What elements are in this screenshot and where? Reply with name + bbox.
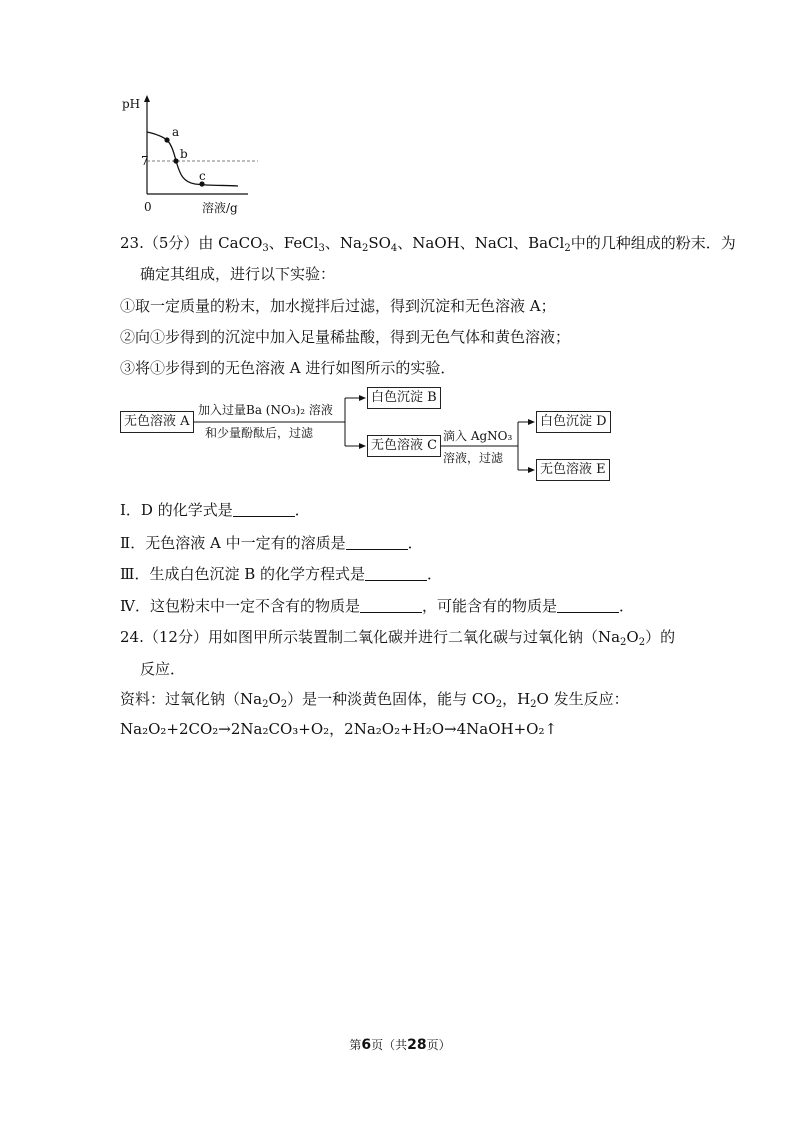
answer-blank-ii[interactable] xyxy=(346,535,408,550)
q24-line2: 反应． xyxy=(140,660,186,678)
q23-step1: ①取一定质量的粉末，加水搅拌后过滤，得到沉淀和无色溶液 A； xyxy=(120,297,556,315)
box-solution-c: 无色溶液 C xyxy=(367,435,441,457)
x-axis-label: 溶液/g xyxy=(202,201,238,215)
question-iii: Ⅲ．生成白色沉淀 B 的化学方程式是 ． xyxy=(120,565,443,583)
box-solution-e: 无色溶液 E xyxy=(536,459,610,481)
reagent2-top: 滴入 AgNO₃ xyxy=(443,429,513,443)
question-iv: Ⅳ．这包粉末中一定不含有的物质是 ，可能含有的物质是 ． xyxy=(120,597,635,615)
origin-label: 0 xyxy=(144,200,152,214)
q23-line2: 确定其组成，进行以下实验： xyxy=(140,265,336,283)
reagent1-bottom: 和少量酚酞后，过滤 xyxy=(205,426,314,440)
answer-blank-iii[interactable] xyxy=(365,566,427,581)
q24-equation: Na₂O₂+2CO₂→2Na₂CO₃+O₂，2Na₂O₂+H₂O→4NaOH+O₂↑ xyxy=(120,720,558,738)
box-solution-a: 无色溶液 A xyxy=(120,411,194,433)
box-precipitate-d: 白色沉淀 D xyxy=(536,411,611,433)
q23-step3: ③将①步得到的无色溶液 A 进行如图所示的实验． xyxy=(120,359,456,377)
q24-line1: 24.（12分）用如图甲所示装置制二氧化碳并进行二氧化碳与过氧化钠$(Na_2O_2)$的 xyxy=(120,628,676,648)
answer-blank-iv-a[interactable] xyxy=(360,598,422,613)
q24-info: 资料：过氧化钠$(Na_2O_2)$是一种淡黄色固体，能与 $CO_2$，$H_2O$ 发生反应： xyxy=(120,690,629,710)
reagent2-bottom: 溶液，过滤 xyxy=(443,451,504,465)
point-c-label: c xyxy=(199,169,206,183)
question-i: Ⅰ．D 的化学式是 ． xyxy=(120,501,310,519)
y-axis-label: pH xyxy=(122,97,141,111)
point-b-label: b xyxy=(180,147,188,161)
reagent1-top: 加入过量Ba (NO₃)₂ 溶液 xyxy=(198,403,333,417)
q23-step2: ②向①步得到的沉淀中加入足量稀盐酸，得到无色气体和黄色溶液； xyxy=(120,328,571,346)
point-a-label: a xyxy=(172,125,180,139)
box-precipitate-b: 白色沉淀 B xyxy=(367,387,441,409)
question-ii: Ⅱ．无色溶液 A 中一定有的溶质是 ． xyxy=(120,534,423,552)
q23-line1: 23.（5分）由 CaCO$_3$、FeCl$_3$、$Na_2SO_4$、NaOH、NaCl、BaCl$_2$中的几种组成的粉末．为 xyxy=(120,234,736,254)
answer-blank-iv-b[interactable] xyxy=(557,598,619,613)
ref-value-label: 7 xyxy=(141,154,149,168)
page-footer: 第6页（共28页） xyxy=(349,1037,451,1053)
answer-blank-i[interactable] xyxy=(233,502,295,517)
